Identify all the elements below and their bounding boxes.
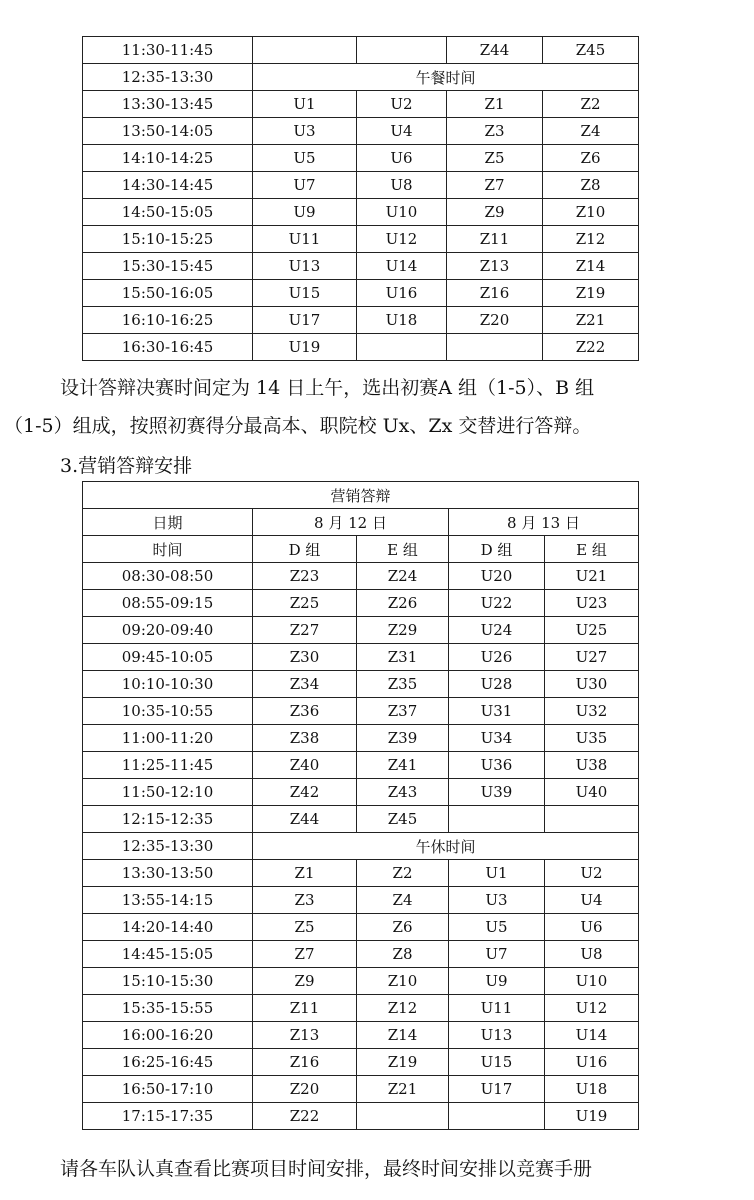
table-row bbox=[83, 280, 639, 307]
team-cell: Z41 bbox=[357, 752, 449, 779]
time-label: 时间 bbox=[83, 536, 253, 563]
design-schedule-table bbox=[82, 36, 639, 361]
time-cell: 16:25-16:45 bbox=[83, 1049, 253, 1076]
team-cell: U5 bbox=[253, 145, 357, 172]
team-cell: U26 bbox=[449, 644, 545, 671]
team-cell bbox=[447, 334, 543, 361]
team-cell: Z2 bbox=[543, 91, 639, 118]
team-cell: U1 bbox=[449, 860, 545, 887]
time-cell: 11:30-11:45 bbox=[83, 37, 253, 64]
marketing-schedule-table bbox=[82, 481, 639, 1130]
team-cell bbox=[357, 1103, 449, 1130]
team-cell: Z7 bbox=[253, 941, 357, 968]
group-header: E 组 bbox=[357, 536, 449, 563]
team-cell: Z10 bbox=[357, 968, 449, 995]
time-cell: 10:35-10:55 bbox=[83, 698, 253, 725]
team-cell: U8 bbox=[545, 941, 639, 968]
team-cell: Z10 bbox=[543, 199, 639, 226]
team-cell: U11 bbox=[253, 226, 357, 253]
table-row bbox=[83, 590, 639, 617]
time-cell: 13:55-14:15 bbox=[83, 887, 253, 914]
time-cell: 15:10-15:25 bbox=[83, 226, 253, 253]
team-cell: Z3 bbox=[253, 887, 357, 914]
team-cell: Z14 bbox=[543, 253, 639, 280]
table-row bbox=[83, 995, 639, 1022]
time-cell: 11:25-11:45 bbox=[83, 752, 253, 779]
team-cell: Z12 bbox=[357, 995, 449, 1022]
date-header-row bbox=[83, 509, 639, 536]
team-cell: Z11 bbox=[447, 226, 543, 253]
team-cell: Z3 bbox=[447, 118, 543, 145]
team-cell: U15 bbox=[449, 1049, 545, 1076]
time-cell: 12:35-13:30 bbox=[83, 833, 253, 860]
table-row bbox=[83, 91, 639, 118]
team-cell: Z4 bbox=[543, 118, 639, 145]
time-cell: 13:30-13:45 bbox=[83, 91, 253, 118]
team-cell: U2 bbox=[357, 91, 447, 118]
team-cell bbox=[449, 806, 545, 833]
team-cell: Z39 bbox=[357, 725, 449, 752]
team-cell: U14 bbox=[545, 1022, 639, 1049]
group-header: E 组 bbox=[545, 536, 639, 563]
team-cell: Z44 bbox=[253, 806, 357, 833]
team-cell: Z19 bbox=[543, 280, 639, 307]
team-cell: Z9 bbox=[447, 199, 543, 226]
break-cell: 午休时间 bbox=[253, 833, 639, 860]
team-cell: Z43 bbox=[357, 779, 449, 806]
team-cell: Z1 bbox=[447, 91, 543, 118]
team-cell: Z5 bbox=[447, 145, 543, 172]
team-cell: Z13 bbox=[253, 1022, 357, 1049]
team-cell: Z20 bbox=[253, 1076, 357, 1103]
team-cell: Z25 bbox=[253, 590, 357, 617]
team-cell: Z2 bbox=[357, 860, 449, 887]
team-cell: U18 bbox=[545, 1076, 639, 1103]
team-cell: U23 bbox=[545, 590, 639, 617]
team-cell: Z38 bbox=[253, 725, 357, 752]
team-cell bbox=[357, 334, 447, 361]
time-cell: 13:30-13:50 bbox=[83, 860, 253, 887]
team-cell: Z42 bbox=[253, 779, 357, 806]
team-cell: Z7 bbox=[447, 172, 543, 199]
team-cell: U7 bbox=[253, 172, 357, 199]
time-cell: 11:00-11:20 bbox=[83, 725, 253, 752]
time-cell: 14:30-14:45 bbox=[83, 172, 253, 199]
team-cell: U2 bbox=[545, 860, 639, 887]
table-row bbox=[83, 199, 639, 226]
team-cell: U36 bbox=[449, 752, 545, 779]
team-cell: U12 bbox=[545, 995, 639, 1022]
team-cell: Z6 bbox=[543, 145, 639, 172]
time-cell: 15:30-15:45 bbox=[83, 253, 253, 280]
team-cell: U28 bbox=[449, 671, 545, 698]
team-cell: U13 bbox=[449, 1022, 545, 1049]
break-cell: 午餐时间 bbox=[253, 64, 639, 91]
team-cell: Z26 bbox=[357, 590, 449, 617]
team-cell: U3 bbox=[449, 887, 545, 914]
team-cell: U3 bbox=[253, 118, 357, 145]
time-cell: 17:15-17:35 bbox=[83, 1103, 253, 1130]
table-row bbox=[83, 334, 639, 361]
time-cell: 14:45-15:05 bbox=[83, 941, 253, 968]
team-cell: U16 bbox=[545, 1049, 639, 1076]
team-cell bbox=[545, 806, 639, 833]
table-row bbox=[83, 1022, 639, 1049]
team-cell: U20 bbox=[449, 563, 545, 590]
time-cell: 14:50-15:05 bbox=[83, 199, 253, 226]
team-cell: U18 bbox=[357, 307, 447, 334]
team-cell: Z24 bbox=[357, 563, 449, 590]
time-cell: 16:50-17:10 bbox=[83, 1076, 253, 1103]
team-cell: U4 bbox=[357, 118, 447, 145]
team-cell: U15 bbox=[253, 280, 357, 307]
table-row bbox=[83, 806, 639, 833]
team-cell: U17 bbox=[253, 307, 357, 334]
table-row bbox=[83, 563, 639, 590]
group-header: D 组 bbox=[449, 536, 545, 563]
team-cell: Z5 bbox=[253, 914, 357, 941]
time-cell: 13:50-14:05 bbox=[83, 118, 253, 145]
team-cell: U9 bbox=[449, 968, 545, 995]
team-cell: U10 bbox=[545, 968, 639, 995]
team-cell: U30 bbox=[545, 671, 639, 698]
team-cell: Z37 bbox=[357, 698, 449, 725]
team-cell: Z34 bbox=[253, 671, 357, 698]
table-row bbox=[83, 307, 639, 334]
team-cell: U4 bbox=[545, 887, 639, 914]
date-aug-12: 8 月 12 日 bbox=[253, 509, 449, 536]
table-title-row bbox=[83, 482, 639, 509]
team-cell: U35 bbox=[545, 725, 639, 752]
table-row bbox=[83, 914, 639, 941]
team-cell: Z27 bbox=[253, 617, 357, 644]
team-cell: Z40 bbox=[253, 752, 357, 779]
team-cell: U38 bbox=[545, 752, 639, 779]
table-row bbox=[83, 253, 639, 280]
team-cell: U9 bbox=[253, 199, 357, 226]
team-cell: U17 bbox=[449, 1076, 545, 1103]
team-cell: Z29 bbox=[357, 617, 449, 644]
table-title: 营销答辩 bbox=[83, 482, 639, 509]
team-cell: U32 bbox=[545, 698, 639, 725]
time-cell: 16:00-16:20 bbox=[83, 1022, 253, 1049]
team-cell: U21 bbox=[545, 563, 639, 590]
team-cell: Z16 bbox=[253, 1049, 357, 1076]
table-row bbox=[83, 941, 639, 968]
time-cell: 08:55-09:15 bbox=[83, 590, 253, 617]
section-heading: 3.营销答辩安排 bbox=[60, 455, 193, 477]
team-cell bbox=[357, 37, 447, 64]
team-cell: U19 bbox=[253, 334, 357, 361]
group-header-row bbox=[83, 536, 639, 563]
team-cell: Z30 bbox=[253, 644, 357, 671]
design-schedule-body bbox=[83, 37, 639, 361]
table-row bbox=[83, 64, 639, 91]
time-cell: 15:10-15:30 bbox=[83, 968, 253, 995]
team-cell: U12 bbox=[357, 226, 447, 253]
team-cell: U31 bbox=[449, 698, 545, 725]
team-cell: U6 bbox=[545, 914, 639, 941]
team-cell: U27 bbox=[545, 644, 639, 671]
team-cell: U34 bbox=[449, 725, 545, 752]
group-header: D 组 bbox=[253, 536, 357, 563]
time-cell: 12:15-12:35 bbox=[83, 806, 253, 833]
time-cell: 15:50-16:05 bbox=[83, 280, 253, 307]
team-cell bbox=[253, 37, 357, 64]
closing-paragraph: 请各车队认真查看比赛项目时间安排，最终时间安排以竞赛手册 bbox=[60, 1158, 593, 1180]
team-cell: Z19 bbox=[357, 1049, 449, 1076]
design-final-paragraph bbox=[0, 369, 754, 445]
team-cell: U22 bbox=[449, 590, 545, 617]
time-cell: 09:20-09:40 bbox=[83, 617, 253, 644]
team-cell: Z8 bbox=[543, 172, 639, 199]
time-cell: 09:45-10:05 bbox=[83, 644, 253, 671]
table-row bbox=[83, 1049, 639, 1076]
team-cell: Z16 bbox=[447, 280, 543, 307]
team-cell: U24 bbox=[449, 617, 545, 644]
table-row bbox=[83, 752, 639, 779]
team-cell: U1 bbox=[253, 91, 357, 118]
team-cell: Z8 bbox=[357, 941, 449, 968]
team-cell: U19 bbox=[545, 1103, 639, 1130]
time-cell: 14:20-14:40 bbox=[83, 914, 253, 941]
table-row bbox=[83, 1076, 639, 1103]
team-cell: Z45 bbox=[543, 37, 639, 64]
team-cell: Z20 bbox=[447, 307, 543, 334]
team-cell: U8 bbox=[357, 172, 447, 199]
table-row bbox=[83, 37, 639, 64]
team-cell: Z44 bbox=[447, 37, 543, 64]
team-cell: Z1 bbox=[253, 860, 357, 887]
team-cell: Z22 bbox=[253, 1103, 357, 1130]
team-cell: Z9 bbox=[253, 968, 357, 995]
time-cell: 14:10-14:25 bbox=[83, 145, 253, 172]
time-cell: 10:10-10:30 bbox=[83, 671, 253, 698]
team-cell bbox=[449, 1103, 545, 1130]
table-row bbox=[83, 617, 639, 644]
team-cell: U7 bbox=[449, 941, 545, 968]
paragraph-line: 设计答辩决赛时间定为 14 日上午，选出初赛A 组（1-5）、B 组 bbox=[60, 377, 595, 399]
table-row bbox=[83, 698, 639, 725]
time-cell: 16:30-16:45 bbox=[83, 334, 253, 361]
time-cell: 11:50-12:10 bbox=[83, 779, 253, 806]
table-row bbox=[83, 725, 639, 752]
team-cell: Z23 bbox=[253, 563, 357, 590]
team-cell: U6 bbox=[357, 145, 447, 172]
team-cell: U40 bbox=[545, 779, 639, 806]
team-cell: Z22 bbox=[543, 334, 639, 361]
date-aug-13: 8 月 13 日 bbox=[449, 509, 639, 536]
team-cell: U5 bbox=[449, 914, 545, 941]
team-cell: Z21 bbox=[357, 1076, 449, 1103]
paragraph-line: （1-5）组成，按照初赛得分最高本、职院校 Ux、Zx 交替进行答辩。 bbox=[4, 415, 592, 437]
time-cell: 12:35-13:30 bbox=[83, 64, 253, 91]
marketing-schedule-body bbox=[83, 482, 639, 1130]
table-row bbox=[83, 118, 639, 145]
team-cell: U16 bbox=[357, 280, 447, 307]
table-row bbox=[83, 226, 639, 253]
team-cell: U14 bbox=[357, 253, 447, 280]
table-row bbox=[83, 1103, 639, 1130]
time-cell: 15:35-15:55 bbox=[83, 995, 253, 1022]
team-cell: U39 bbox=[449, 779, 545, 806]
team-cell: Z6 bbox=[357, 914, 449, 941]
team-cell: Z31 bbox=[357, 644, 449, 671]
team-cell: Z4 bbox=[357, 887, 449, 914]
date-label: 日期 bbox=[83, 509, 253, 536]
table-row bbox=[83, 860, 639, 887]
team-cell: U25 bbox=[545, 617, 639, 644]
team-cell: Z12 bbox=[543, 226, 639, 253]
team-cell: Z14 bbox=[357, 1022, 449, 1049]
team-cell: Z45 bbox=[357, 806, 449, 833]
table-row bbox=[83, 887, 639, 914]
table-row bbox=[83, 833, 639, 860]
team-cell: U10 bbox=[357, 199, 447, 226]
table-row bbox=[83, 779, 639, 806]
team-cell: Z11 bbox=[253, 995, 357, 1022]
team-cell: Z13 bbox=[447, 253, 543, 280]
time-cell: 08:30-08:50 bbox=[83, 563, 253, 590]
team-cell: Z35 bbox=[357, 671, 449, 698]
team-cell: Z21 bbox=[543, 307, 639, 334]
team-cell: U11 bbox=[449, 995, 545, 1022]
table-row bbox=[83, 172, 639, 199]
table-row bbox=[83, 968, 639, 995]
table-row bbox=[83, 145, 639, 172]
table-row bbox=[83, 644, 639, 671]
table-row bbox=[83, 671, 639, 698]
team-cell: U13 bbox=[253, 253, 357, 280]
time-cell: 16:10-16:25 bbox=[83, 307, 253, 334]
team-cell: Z36 bbox=[253, 698, 357, 725]
